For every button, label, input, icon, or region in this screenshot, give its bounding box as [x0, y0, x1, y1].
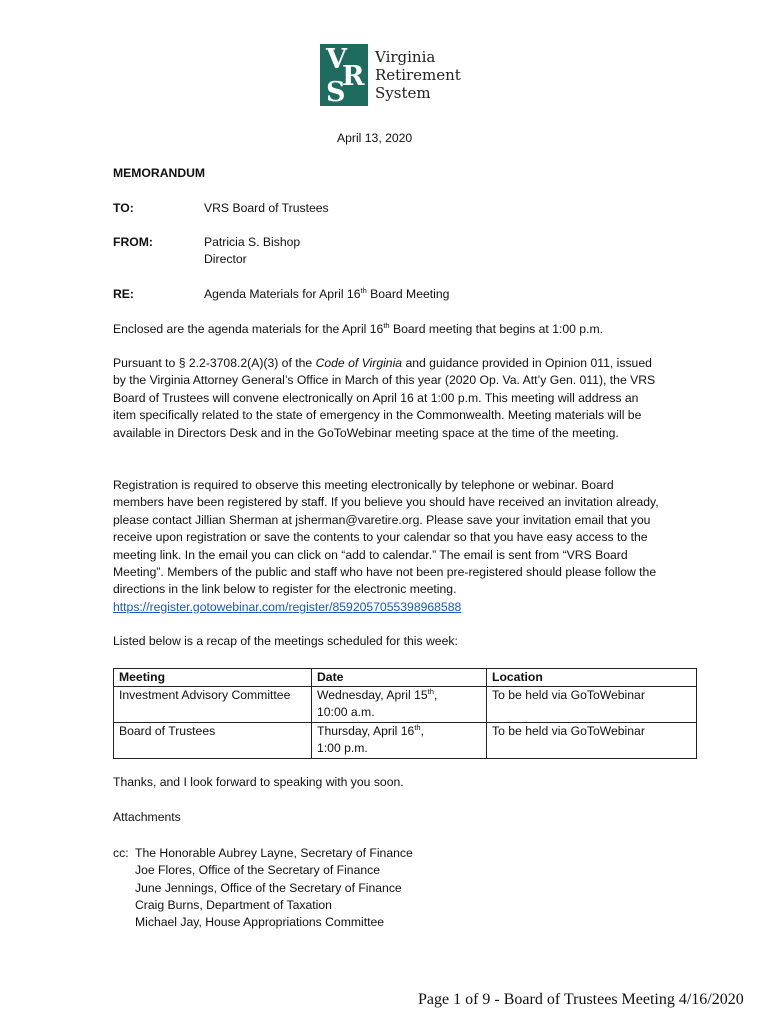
logo-letter-s: S — [326, 77, 346, 108]
list-item — [113, 862, 413, 879]
list-item — [113, 845, 413, 862]
logo-letter-v: V — [326, 44, 347, 75]
cell-date — [312, 687, 487, 723]
vrs-logo-mark — [320, 44, 368, 106]
page-footer: Page 1 of 9 - Board of Trustees Meeting 4/16/2020 — [418, 991, 744, 1008]
cell-location: To be held via GoToWebinar — [487, 723, 697, 759]
cell-location: To be held via GoToWebinar — [487, 687, 697, 723]
p3-text: Registration is required to observe this meeting electronically by telephone or webinar. Board members have been registered by staff. If you believe you should have received an invitation already, please contact Jillian Sherman at jsherman@varetire.org. Please save your invitation email that you receive upon registration or save the contents to your calendar so that you have easy access to the meeting link. In the email you can click on “add to calendar.” The email is sent from “VRS Board Meeting”. Members of the public and staff who have not been pre-registered should please follow the directions in the link below to register for the electronic meeting. — [113, 478, 659, 597]
p2-code-of-virginia: Code of Virginia — [315, 356, 403, 370]
table-header-row — [114, 669, 697, 687]
from-title: Director — [204, 252, 247, 266]
list-item — [113, 914, 413, 931]
logo-word-system: System — [375, 84, 431, 102]
cell-meeting: Investment Advisory Committee — [114, 687, 312, 723]
cc-recipient: Michael Jay, House Appropriations Committee — [135, 915, 385, 930]
from-label: FROM: — [113, 235, 153, 249]
cell-date — [312, 723, 487, 759]
paragraph-enclosed — [113, 321, 661, 338]
re-label: RE: — [113, 287, 134, 301]
re-text: Agenda Materials for April 16 — [204, 287, 361, 301]
logo-letter-r: R — [342, 61, 365, 92]
memo-date: April 13, 2020 — [337, 131, 413, 145]
to-value: VRS Board of Trustees — [204, 201, 329, 215]
p4-text: Listed below is a recap of the meetings scheduled for this week: — [113, 634, 458, 648]
cc-recipient: Craig Burns, Department of Taxation — [135, 897, 332, 912]
p1-sup: th — [383, 320, 390, 330]
table-row — [114, 723, 697, 759]
date-time: 1:00 p.m. — [317, 741, 368, 755]
header-location: Location — [487, 669, 697, 687]
paragraph-registration — [113, 477, 661, 616]
p1-text: Enclosed are the agenda materials for the April 16 — [113, 322, 384, 336]
p2-text-a: Pursuant to § 2.2-3708.2(A)(3) of the — [113, 356, 316, 370]
registration-link[interactable]: https://register.gotowebinar.com/register/8592057055398968588 — [113, 599, 462, 614]
paragraph-pursuant — [113, 355, 661, 442]
list-item — [113, 880, 413, 897]
cc-recipient: Joe Flores, Office of the Secretary of Finance — [135, 863, 380, 878]
list-item — [113, 897, 413, 914]
date-comma: , — [433, 688, 438, 702]
to-label: TO: — [113, 201, 134, 215]
logo-word-retirement: Retirement — [375, 66, 461, 84]
cc-recipient: The Honorable Aubrey Layne, Secretary of Finance — [135, 846, 413, 860]
cc-list — [113, 845, 413, 931]
date-sup: th — [414, 722, 421, 732]
closing-thanks: Thanks, and I look forward to speaking with you soon. — [113, 775, 404, 789]
date-time: 10:00 a.m. — [317, 705, 375, 719]
vrs-logo — [320, 43, 461, 107]
memo-heading: MEMORANDUM — [113, 166, 206, 180]
from-name: Patricia S. Bishop — [204, 235, 301, 249]
header-meeting: Meeting — [114, 669, 312, 687]
date-text: Thursday, April 16 — [317, 724, 415, 738]
cc-recipient: June Jennings, Office of the Secretary of Finance — [135, 880, 402, 895]
p1-text-end: Board meeting that begins at 1:00 p.m. — [389, 322, 604, 336]
logo-wordmark — [375, 48, 461, 102]
date-sup: th — [427, 686, 434, 696]
logo-word-virginia: Virginia — [375, 48, 436, 66]
re-sup: th — [360, 285, 367, 295]
re-text-end: Board Meeting — [366, 287, 450, 301]
re-value — [204, 286, 449, 303]
date-comma: , — [420, 724, 424, 738]
cell-meeting: Board of Trustees — [114, 723, 312, 759]
header-date: Date — [312, 669, 487, 687]
attachments-label: Attachments — [113, 810, 181, 824]
paragraph-recap — [113, 633, 661, 650]
table-row — [114, 687, 697, 723]
p2-text-b: and guidance provided in Opinion 011, issued by the Virginia Attorney General’s Office in March of this year (2020 Op. Va. Att’y Gen. 011), the VRS Board of Trustees will convene electronically on April 16 at 1:00 p.m. This meeting will address an item specifically related to the state of emergency in the Commonwealth. Meeting materials will be available in Directors Desk and in the GoToWebinar meeting space at the time of the meeting. — [113, 356, 656, 440]
date-text: Wednesday, April 15 — [317, 688, 428, 702]
cc-label: cc: — [113, 846, 129, 860]
meetings-table — [113, 668, 697, 759]
